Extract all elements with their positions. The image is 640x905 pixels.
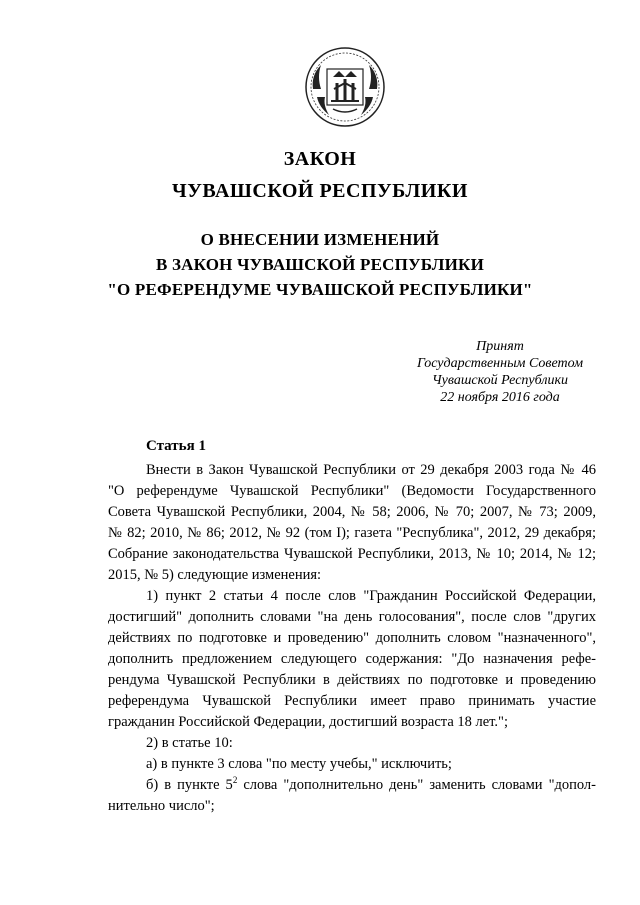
text-line: гражданин Российской Федерации, достигший возраста 18 лет."; <box>108 714 508 730</box>
text-line: Совета Чувашской Республики, 2004, № 58; 2006, № 70; 2007, № 73; 2009, <box>108 504 596 520</box>
text-line: № 82; 2010, № 86; 2012, № 92 (том I); газета "Республика", 2012, 29 декабря; <box>108 525 596 541</box>
adoption-date: 22 ноября 2016 года <box>440 390 560 405</box>
article-title: Статья 1 <box>146 438 206 454</box>
text-line: "О референдуме Чувашской Республики" (Ведомости Государственного <box>108 483 596 499</box>
text-line: 2) в статье 10: <box>146 735 233 751</box>
text-line: а) в пункте 3 слова "по месту учебы," исключить; <box>146 756 452 772</box>
text-line: нительно число"; <box>108 798 215 814</box>
republic-heading: ЧУВАШСКОЙ РЕСПУБЛИКИ <box>172 180 468 202</box>
text-line: референдума Чувашской Республики имеет право принимать участие <box>108 693 596 709</box>
text-line: 1) пункт 2 статьи 4 после слов "Гражданин Российской Федерации, <box>146 588 596 604</box>
subtitle-line-1: О ВНЕСЕНИИ ИЗМЕНЕНИЙ <box>200 230 440 249</box>
adoption-line: Государственным Советом <box>416 356 584 371</box>
subtitle-line-2: В ЗАКОН ЧУВАШСКОЙ РЕСПУБЛИКИ <box>155 255 485 274</box>
law-heading: ЗАКОН <box>283 148 357 170</box>
text-line: 2015, № 5) следующие изменения: <box>108 567 322 583</box>
subtitle-line-3: "О РЕФЕРЕНДУМЕ ЧУВАШСКОЙ РЕСПУБЛИКИ" <box>107 280 533 299</box>
text-line: действиях по подготовке и проведению" дополнить словом "назначенного", <box>108 630 596 646</box>
text-line: дополнить предложением следующего содержания: "До назначения рефе- <box>108 651 596 667</box>
text-line <box>108 775 596 796</box>
adoption-note <box>380 338 620 406</box>
text-fragment: б) в пункте 5 <box>146 777 233 793</box>
adoption-line: Чувашской Республики <box>432 373 568 388</box>
text-line: достигший" дополнить словами "на день голосования", после слов "других <box>108 609 596 625</box>
text-fragment: слова "дополнительно день" заменить словами "допол- <box>237 777 597 793</box>
text-line: Внести в Закон Чувашской Республики от 29 декабря 2003 года № 46 <box>146 462 596 478</box>
adoption-line: Принят <box>476 339 524 354</box>
superscript: 2 <box>232 775 238 785</box>
text-line: рендума Чувашской Республики в действиях по подготовке и проведению <box>108 672 596 688</box>
text-line: Собрание законодательства Чувашской Республики, 2013, № 10; 2014, № 12; <box>108 546 596 562</box>
chuvash-republic-emblem-icon <box>303 45 387 129</box>
article-body <box>108 460 596 817</box>
